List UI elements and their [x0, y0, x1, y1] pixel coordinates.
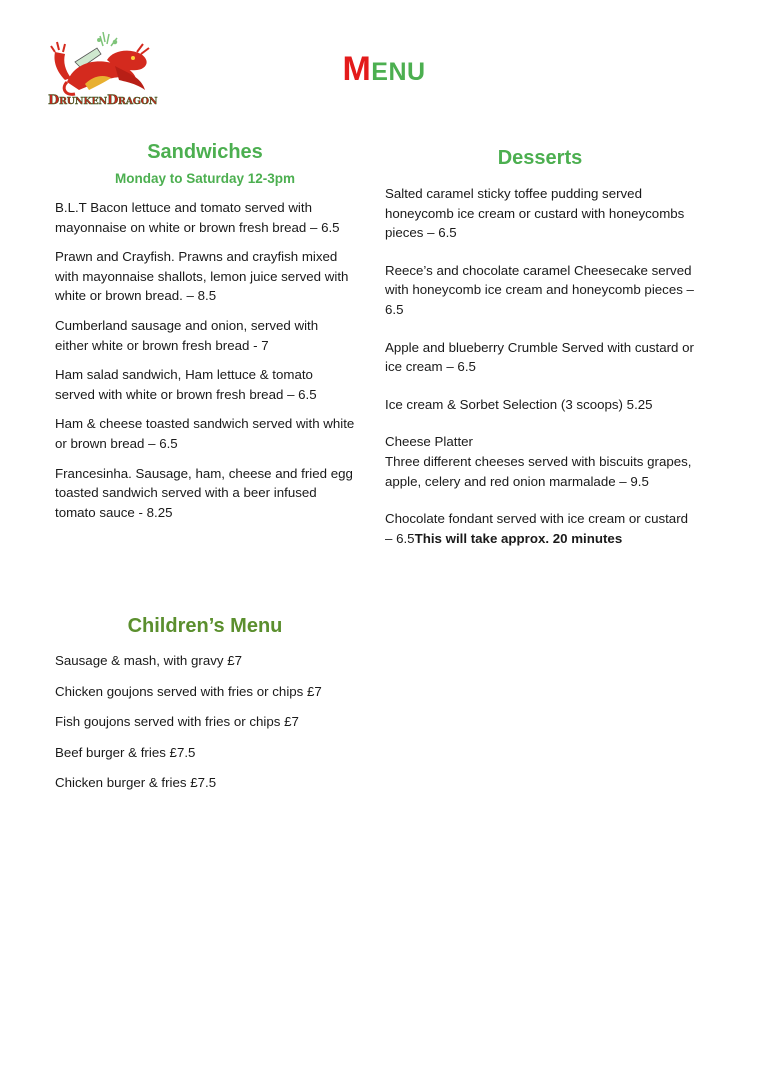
- menu-item: Beef burger & fries £7.5: [55, 744, 196, 760]
- menu-item: Cumberland sausage and onion, served with either white or brown fresh bread - 7: [55, 317, 319, 353]
- childrens-menu-heading: Children’s Menu: [127, 615, 283, 637]
- logo-wordmark: [48, 93, 157, 108]
- sandwiches-section: [55, 140, 355, 522]
- menu-item: Sausage & mash, with gravy £7: [55, 653, 242, 668]
- menu-item-note: This will take approx. 20 minutes: [414, 530, 623, 546]
- sandwiches-hours: Monday to Saturday 12-3pm: [114, 171, 296, 186]
- menu-item: Ham & cheese toasted sandwich served with white or brown bread – 6.5: [55, 416, 355, 451]
- menu-item: Prawn and Crayfish. Prawns and crayfish mixed with mayonnaise shallots, lemon juice served with white or brown bread. – 8.5: [55, 249, 349, 304]
- title-first-letter: M: [342, 50, 372, 88]
- menu-item: Francesinha. Sausage, ham, cheese and fried egg toasted sandwich served with a beer infused tomato sauce - 8.25: [55, 465, 353, 520]
- logo-letter: D: [48, 93, 60, 108]
- menu-item: Three different cheeses served with biscuits grapes, apple, celery and red onion marmalade – 9.5: [385, 453, 692, 489]
- logo-letter: D: [106, 93, 119, 108]
- desserts-heading: Desserts: [497, 147, 583, 169]
- menu-item-title: Cheese Platter: [385, 434, 473, 450]
- logo-word: RUNKEN: [59, 96, 107, 107]
- menu-item: B.L.T Bacon lettuce and tomato served with mayonnaise on white or brown fresh bread – 6.5: [55, 200, 340, 235]
- page-title: [0, 50, 768, 89]
- title-rest: ENU: [371, 58, 426, 86]
- menu-item: Apple and blueberry Crumble Served with custard or ice cream – 6.5: [385, 339, 694, 375]
- logo-word: RAGON: [118, 96, 158, 107]
- desserts-section: [385, 146, 695, 548]
- menu-item: Reece’s and chocolate caramel Cheesecake served with honeycomb ice cream and honeycomb pieces – 6.5: [385, 262, 694, 317]
- menu-item: Fish goujons served with fries or chips £7: [55, 714, 299, 730]
- menu-item: Salted caramel sticky toffee pudding served honeycomb ice cream or custard with honeycombs pieces – 6.5: [385, 186, 685, 241]
- menu-item: Chicken burger & fries £7.5: [55, 775, 217, 791]
- childrens-menu-section: [55, 614, 355, 793]
- sandwiches-heading: Sandwiches: [147, 141, 263, 163]
- menu-item: Chicken goujons served with fries or chips £7: [55, 683, 322, 699]
- menu-item: [385, 509, 695, 548]
- menu-item-text: Chocolate fondant served with ice cream or custard – 6.5: [385, 511, 689, 546]
- menu-item: Ice cream & Sorbet Selection (3 scoops) 5.25: [385, 396, 653, 412]
- menu-item: Ham salad sandwich, Ham lettuce & tomato served with white or brown fresh bread – 6.5: [55, 367, 317, 402]
